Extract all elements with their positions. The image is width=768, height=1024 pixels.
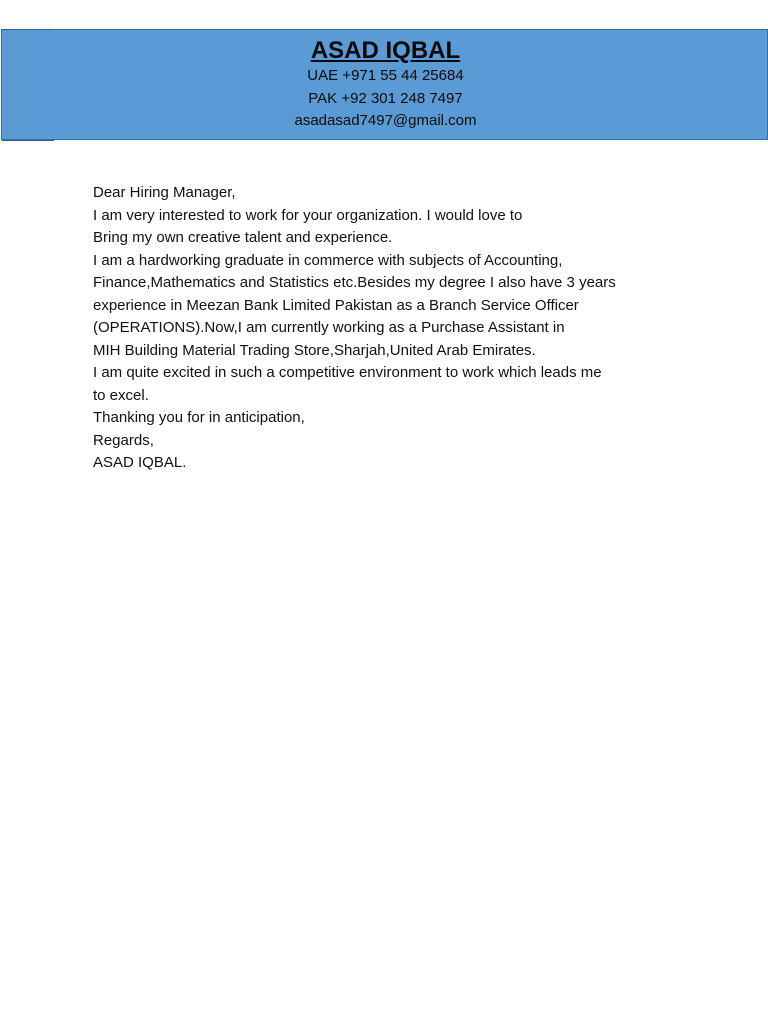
letter-body: [93, 182, 693, 475]
closing-line: Thanking you for in anticipation,: [93, 409, 305, 426]
paragraph-line: I am a hardworking graduate in commerce with subjects of Accounting,: [93, 251, 563, 269]
paragraph-line: Finance,Mathematics and Statistics etc.Besides my degree I also have 3 years: [93, 274, 616, 291]
phone-uae: UAE +971 55 44 25684: [307, 67, 464, 84]
header-content: [2, 30, 768, 133]
paragraph-line: I am quite excited in such a competitive environment to work which leads me: [93, 364, 602, 381]
applicant-name: ASAD IQBAL: [310, 37, 461, 64]
paragraph-interest: [93, 205, 693, 250]
paragraph-line: MIH Building Material Trading Store,Sharjah,United Arab Emirates.: [93, 341, 536, 359]
phone-pak: PAK +92 301 248 7497: [308, 89, 463, 107]
paragraph-line: (OPERATIONS).Now,I am currently working as a Purchase Assistant in: [93, 319, 565, 336]
paragraph-motivation: [93, 362, 693, 407]
signature: ASAD IQBAL.: [93, 454, 187, 471]
paragraph-line: to excel.: [93, 386, 149, 404]
paragraph-line: experience in Meezan Bank Limited Pakistan as a Branch Service Officer: [93, 296, 579, 314]
paragraph-line: Bring my own creative talent and experience.: [93, 229, 393, 246]
header-band: [1, 29, 768, 140]
email-address: asadasad7497@gmail.com: [294, 112, 477, 129]
regards: Regards,: [93, 431, 154, 449]
salutation: Dear Hiring Manager,: [93, 184, 236, 201]
paragraph-line: I am very interested to work for your organization. I would love to: [93, 206, 523, 224]
paragraph-experience: [93, 250, 693, 363]
